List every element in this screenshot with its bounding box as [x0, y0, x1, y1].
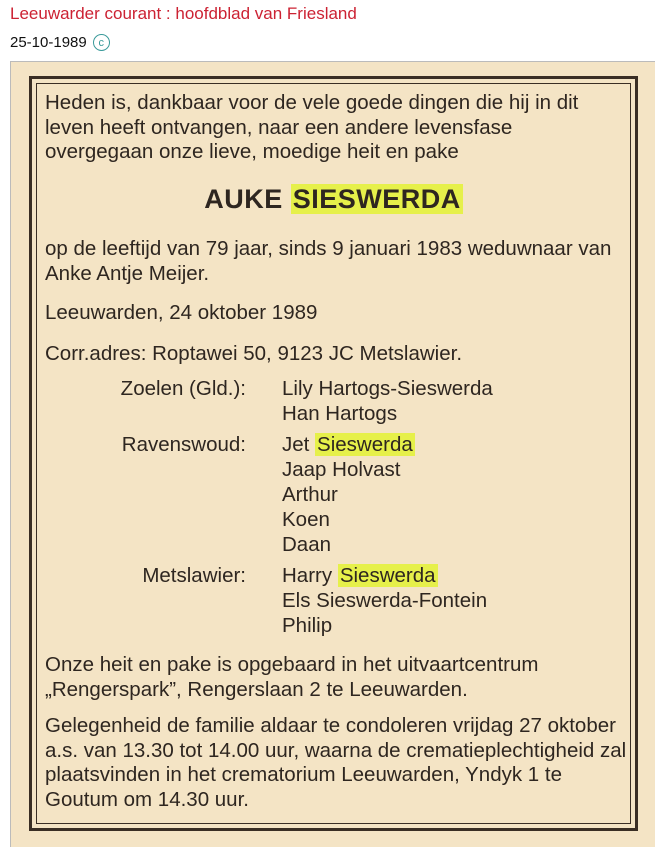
- group-location-metslawier: Metslawier:: [142, 564, 246, 587]
- copyright-icon[interactable]: c: [93, 34, 110, 51]
- date-row: [10, 34, 110, 51]
- family-member-highlighted: Jet Sieswerda: [282, 433, 413, 456]
- place-date: Leeuwarden, 24 oktober 1989: [45, 301, 318, 324]
- family-member: Daan: [282, 533, 332, 556]
- newspaper-clipping: [10, 61, 655, 847]
- correspondence-address: Corr.adres: Roptawei 50, 9123 JC Metslawier.: [45, 342, 463, 365]
- deceased-name: [11, 184, 655, 215]
- group-location-ravenswoud: Ravenswoud:: [121, 433, 246, 456]
- family-member: Arthur: [282, 483, 338, 506]
- viewing-info: Onze heit en pake is opgebaard in het uitvaartcentrum „Rengerspark”, Rengerslaan 2 te Leeuwarden.: [45, 653, 539, 701]
- search-highlight: Sieswerda: [317, 433, 413, 456]
- search-highlight: Sieswerda: [339, 564, 436, 587]
- family-member-highlighted: Harry Sieswerda: [282, 564, 436, 587]
- family-member: Els Sieswerda-Fontein: [282, 589, 488, 612]
- family-member: Han Hartogs: [282, 402, 398, 425]
- notice-intro: Heden is, dankbaar voor de vele goede dingen die hij in dit leven heeft ontvangen, naar een andere levensfase overgegaan onze lieve, moedige heit en pake: [45, 91, 579, 163]
- publication-date: 25-10-1989: [10, 34, 87, 51]
- surname-highlighted: SIESWERDA: [292, 184, 461, 214]
- family-member: Koen: [282, 508, 330, 531]
- age-line: op de leeftijd van 79 jaar, sinds 9 januari 1983 weduwnaar van Anke Antje Meijer.: [45, 237, 612, 285]
- first-name: AUKE: [204, 184, 283, 214]
- family-member: Jaap Holvast: [282, 458, 401, 481]
- condolence-info: Gelegenheid de familie aldaar te condoleren vrijdag 27 oktober a.s. van 13.30 tot 14.00 uur, waarna de crematieplechtigheid zal plaatsvinden in het crematorium Leeuwarden, Yndyk 1 te Goutum om 14.30 uur.: [45, 714, 627, 811]
- newspaper-title-link[interactable]: Leeuwarder courant : hoofdblad van Friesland: [10, 4, 357, 23]
- group-location-zoelen: Zoelen (Gld.):: [120, 377, 246, 400]
- family-member: Philip: [282, 614, 333, 637]
- family-member: Lily Hartogs-Sieswerda: [282, 377, 493, 400]
